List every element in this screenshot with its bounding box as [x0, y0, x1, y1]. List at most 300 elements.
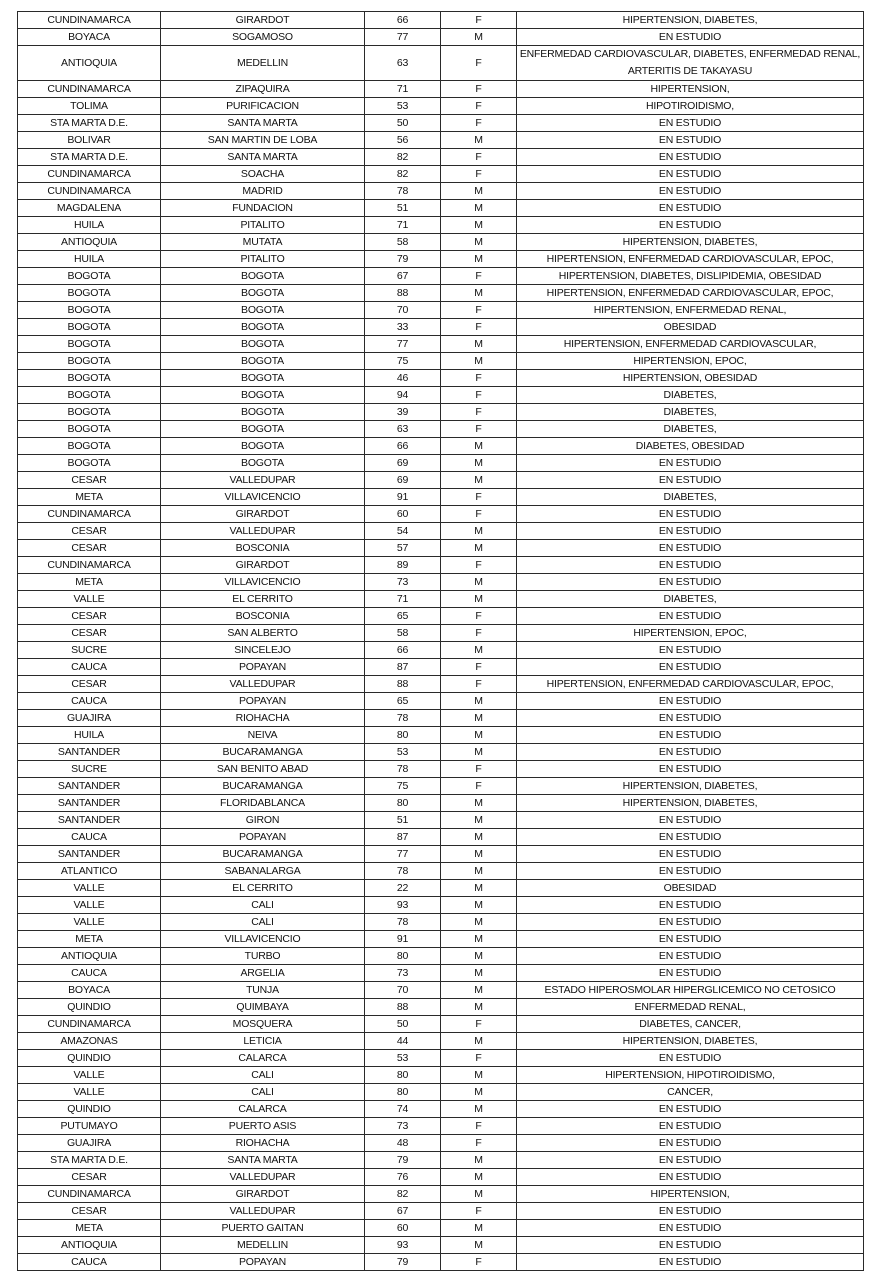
department-cell: MAGDALENA — [18, 200, 161, 217]
comorbidities-cell: EN ESTUDIO — [517, 863, 864, 880]
comorbidities-cell: HIPERTENSION, EPOC, — [517, 353, 864, 370]
table-row — [18, 608, 864, 625]
table-row — [18, 183, 864, 200]
age-cell: 82 — [365, 1186, 441, 1203]
department-cell: CESAR — [18, 608, 161, 625]
sex-cell: M — [441, 948, 517, 965]
municipality-cell: POPAYAN — [161, 693, 365, 710]
table-row — [18, 132, 864, 149]
department-cell: VALLE — [18, 1084, 161, 1101]
cases-table-body — [18, 12, 864, 1271]
municipality-cell: SANTA MARTA — [161, 149, 365, 166]
municipality-cell: VALLEDUPAR — [161, 1169, 365, 1186]
table-row — [18, 1186, 864, 1203]
comorbidities-cell: ESTADO HIPEROSMOLAR HIPERGLICEMICO NO CETOSICO — [517, 982, 864, 999]
comorbidities-cell: EN ESTUDIO — [517, 149, 864, 166]
comorbidities-cell: EN ESTUDIO — [517, 846, 864, 863]
table-row — [18, 285, 864, 302]
age-cell: 66 — [365, 642, 441, 659]
municipality-cell: VILLAVICENCIO — [161, 489, 365, 506]
table-row — [18, 540, 864, 557]
comorbidities-cell: EN ESTUDIO — [517, 744, 864, 761]
comorbidities-cell: EN ESTUDIO — [517, 914, 864, 931]
municipality-cell: MADRID — [161, 183, 365, 200]
sex-cell: F — [441, 12, 517, 29]
sex-cell: F — [441, 489, 517, 506]
age-cell: 66 — [365, 12, 441, 29]
sex-cell: M — [441, 1033, 517, 1050]
department-cell: BOYACA — [18, 29, 161, 46]
comorbidities-cell: EN ESTUDIO — [517, 166, 864, 183]
age-cell: 71 — [365, 217, 441, 234]
sex-cell: F — [441, 1203, 517, 1220]
age-cell: 87 — [365, 829, 441, 846]
table-row — [18, 353, 864, 370]
table-row — [18, 1050, 864, 1067]
comorbidities-cell: EN ESTUDIO — [517, 727, 864, 744]
comorbidities-cell: CANCER, — [517, 1084, 864, 1101]
comorbidities-cell: EN ESTUDIO — [517, 200, 864, 217]
municipality-cell: FLORIDABLANCA — [161, 795, 365, 812]
age-cell: 93 — [365, 1237, 441, 1254]
comorbidities-cell: EN ESTUDIO — [517, 931, 864, 948]
comorbidities-cell: DIABETES, CANCER, — [517, 1016, 864, 1033]
age-cell: 58 — [365, 625, 441, 642]
municipality-cell: POPAYAN — [161, 1254, 365, 1271]
sex-cell: M — [441, 336, 517, 353]
table-row — [18, 1118, 864, 1135]
municipality-cell: VILLAVICENCIO — [161, 931, 365, 948]
municipality-cell: FUNDACION — [161, 200, 365, 217]
municipality-cell: GIRARDOT — [161, 506, 365, 523]
sex-cell: F — [441, 404, 517, 421]
municipality-cell: BOGOTA — [161, 404, 365, 421]
cases-table — [17, 11, 864, 1271]
comorbidities-cell: EN ESTUDIO — [517, 812, 864, 829]
municipality-cell: VALLEDUPAR — [161, 472, 365, 489]
department-cell: SANTANDER — [18, 846, 161, 863]
table-row — [18, 914, 864, 931]
comorbidities-cell: EN ESTUDIO — [517, 1118, 864, 1135]
municipality-cell: MOSQUERA — [161, 1016, 365, 1033]
age-cell: 73 — [365, 574, 441, 591]
sex-cell: F — [441, 557, 517, 574]
municipality-cell: RIOHACHA — [161, 1135, 365, 1152]
department-cell: CESAR — [18, 540, 161, 557]
municipality-cell: BOGOTA — [161, 387, 365, 404]
department-cell: CUNDINAMARCA — [18, 1016, 161, 1033]
department-cell: CESAR — [18, 472, 161, 489]
municipality-cell: CALI — [161, 1067, 365, 1084]
age-cell: 87 — [365, 659, 441, 676]
sex-cell: F — [441, 506, 517, 523]
table-row — [18, 557, 864, 574]
comorbidities-cell: HIPERTENSION, — [517, 81, 864, 98]
municipality-cell: GIRARDOT — [161, 12, 365, 29]
municipality-cell: SAN ALBERTO — [161, 625, 365, 642]
table-row — [18, 12, 864, 29]
municipality-cell: BOGOTA — [161, 438, 365, 455]
department-cell: VALLE — [18, 897, 161, 914]
department-cell: SUCRE — [18, 761, 161, 778]
sex-cell: M — [441, 523, 517, 540]
table-row — [18, 676, 864, 693]
age-cell: 51 — [365, 812, 441, 829]
sex-cell: F — [441, 659, 517, 676]
age-cell: 76 — [365, 1169, 441, 1186]
municipality-cell: ARGELIA — [161, 965, 365, 982]
sex-cell: M — [441, 29, 517, 46]
municipality-cell: GIRARDOT — [161, 1186, 365, 1203]
comorbidities-cell: DIABETES, — [517, 404, 864, 421]
age-cell: 51 — [365, 200, 441, 217]
comorbidities-cell: HIPERTENSION, DIABETES, DISLIPIDEMIA, OBESIDAD — [517, 268, 864, 285]
municipality-cell: PUERTO GAITAN — [161, 1220, 365, 1237]
age-cell: 75 — [365, 778, 441, 795]
municipality-cell: BUCARAMANGA — [161, 778, 365, 795]
municipality-cell: CALI — [161, 897, 365, 914]
table-row — [18, 29, 864, 46]
age-cell: 46 — [365, 370, 441, 387]
municipality-cell: VILLAVICENCIO — [161, 574, 365, 591]
age-cell: 80 — [365, 948, 441, 965]
age-cell: 91 — [365, 931, 441, 948]
age-cell: 78 — [365, 183, 441, 200]
department-cell: AMAZONAS — [18, 1033, 161, 1050]
table-row — [18, 387, 864, 404]
comorbidities-cell: EN ESTUDIO — [517, 1152, 864, 1169]
comorbidities-cell: HIPERTENSION, ENFERMEDAD RENAL, — [517, 302, 864, 319]
table-row — [18, 965, 864, 982]
table-row — [18, 251, 864, 268]
municipality-cell: NEIVA — [161, 727, 365, 744]
table-row — [18, 472, 864, 489]
table-row — [18, 795, 864, 812]
comorbidities-cell: EN ESTUDIO — [517, 710, 864, 727]
age-cell: 70 — [365, 982, 441, 999]
age-cell: 56 — [365, 132, 441, 149]
sex-cell: M — [441, 1186, 517, 1203]
table-row — [18, 846, 864, 863]
sex-cell: M — [441, 727, 517, 744]
municipality-cell: BOGOTA — [161, 302, 365, 319]
comorbidities-cell: DIABETES, — [517, 591, 864, 608]
table-row — [18, 302, 864, 319]
sex-cell: M — [441, 829, 517, 846]
table-row — [18, 863, 864, 880]
age-cell: 80 — [365, 1084, 441, 1101]
department-cell: BOGOTA — [18, 319, 161, 336]
sex-cell: M — [441, 200, 517, 217]
municipality-cell: MEDELLIN — [161, 1237, 365, 1254]
sex-cell: M — [441, 183, 517, 200]
age-cell: 77 — [365, 29, 441, 46]
sex-cell: M — [441, 285, 517, 302]
table-row — [18, 336, 864, 353]
sex-cell: F — [441, 166, 517, 183]
age-cell: 77 — [365, 846, 441, 863]
table-row — [18, 98, 864, 115]
age-cell: 50 — [365, 115, 441, 132]
sex-cell: F — [441, 387, 517, 404]
department-cell: BOGOTA — [18, 404, 161, 421]
municipality-cell: BOSCONIA — [161, 608, 365, 625]
municipality-cell: BOGOTA — [161, 336, 365, 353]
department-cell: CUNDINAMARCA — [18, 1186, 161, 1203]
table-row — [18, 625, 864, 642]
comorbidities-cell: DIABETES, — [517, 387, 864, 404]
age-cell: 78 — [365, 761, 441, 778]
department-cell: SANTANDER — [18, 812, 161, 829]
municipality-cell: VALLEDUPAR — [161, 1203, 365, 1220]
comorbidities-cell: EN ESTUDIO — [517, 1169, 864, 1186]
municipality-cell: GIRON — [161, 812, 365, 829]
age-cell: 91 — [365, 489, 441, 506]
age-cell: 57 — [365, 540, 441, 557]
comorbidities-cell: HIPERTENSION, DIABETES, — [517, 1033, 864, 1050]
age-cell: 78 — [365, 914, 441, 931]
sex-cell: M — [441, 472, 517, 489]
age-cell: 22 — [365, 880, 441, 897]
municipality-cell: BOGOTA — [161, 285, 365, 302]
department-cell: CESAR — [18, 523, 161, 540]
comorbidities-cell: HIPERTENSION, DIABETES, — [517, 234, 864, 251]
municipality-cell: TUNJA — [161, 982, 365, 999]
department-cell: CESAR — [18, 1203, 161, 1220]
age-cell: 53 — [365, 1050, 441, 1067]
sex-cell: F — [441, 149, 517, 166]
department-cell: META — [18, 1220, 161, 1237]
department-cell: STA MARTA D.E. — [18, 149, 161, 166]
age-cell: 78 — [365, 710, 441, 727]
sex-cell: F — [441, 608, 517, 625]
age-cell: 58 — [365, 234, 441, 251]
table-row — [18, 115, 864, 132]
department-cell: BOGOTA — [18, 455, 161, 472]
table-row — [18, 727, 864, 744]
department-cell: BOGOTA — [18, 353, 161, 370]
comorbidities-cell: HIPOTIROIDISMO, — [517, 98, 864, 115]
table-row — [18, 574, 864, 591]
table-row — [18, 46, 864, 81]
department-cell: BOGOTA — [18, 387, 161, 404]
table-row — [18, 931, 864, 948]
age-cell: 71 — [365, 591, 441, 608]
department-cell: VALLE — [18, 591, 161, 608]
sex-cell: F — [441, 676, 517, 693]
department-cell: SUCRE — [18, 642, 161, 659]
municipality-cell: POPAYAN — [161, 659, 365, 676]
sex-cell: M — [441, 846, 517, 863]
sex-cell: M — [441, 863, 517, 880]
municipality-cell: SABANALARGA — [161, 863, 365, 880]
comorbidities-cell: HIPERTENSION, DIABETES, — [517, 12, 864, 29]
age-cell: 50 — [365, 1016, 441, 1033]
comorbidities-cell: DIABETES, — [517, 489, 864, 506]
age-cell: 74 — [365, 1101, 441, 1118]
department-cell: BOYACA — [18, 982, 161, 999]
table-row — [18, 1135, 864, 1152]
municipality-cell: PITALITO — [161, 217, 365, 234]
sex-cell: F — [441, 1118, 517, 1135]
municipality-cell: TURBO — [161, 948, 365, 965]
table-row — [18, 1152, 864, 1169]
department-cell: VALLE — [18, 1067, 161, 1084]
table-row — [18, 1254, 864, 1271]
department-cell: VALLE — [18, 880, 161, 897]
comorbidities-cell: EN ESTUDIO — [517, 574, 864, 591]
comorbidities-cell: EN ESTUDIO — [517, 1254, 864, 1271]
municipality-cell: SOACHA — [161, 166, 365, 183]
age-cell: 65 — [365, 693, 441, 710]
department-cell: CAUCA — [18, 829, 161, 846]
department-cell: META — [18, 931, 161, 948]
table-row — [18, 591, 864, 608]
municipality-cell: MEDELLIN — [161, 46, 365, 81]
department-cell: BOGOTA — [18, 285, 161, 302]
department-cell: CUNDINAMARCA — [18, 183, 161, 200]
comorbidities-cell: HIPERTENSION, HIPOTIROIDISMO, — [517, 1067, 864, 1084]
sex-cell: M — [441, 693, 517, 710]
municipality-cell: BOGOTA — [161, 268, 365, 285]
table-row — [18, 1033, 864, 1050]
table-row — [18, 200, 864, 217]
table-row — [18, 880, 864, 897]
department-cell: BOGOTA — [18, 268, 161, 285]
comorbidities-cell: EN ESTUDIO — [517, 115, 864, 132]
municipality-cell: CALARCA — [161, 1050, 365, 1067]
sex-cell: M — [441, 251, 517, 268]
department-cell: CAUCA — [18, 1254, 161, 1271]
sex-cell: M — [441, 1152, 517, 1169]
comorbidities-cell: EN ESTUDIO — [517, 642, 864, 659]
sex-cell: F — [441, 1254, 517, 1271]
municipality-cell: PURIFICACION — [161, 98, 365, 115]
table-row — [18, 948, 864, 965]
comorbidities-cell: EN ESTUDIO — [517, 132, 864, 149]
sex-cell: M — [441, 795, 517, 812]
comorbidities-cell: EN ESTUDIO — [517, 1135, 864, 1152]
municipality-cell: SANTA MARTA — [161, 115, 365, 132]
department-cell: ANTIOQUIA — [18, 46, 161, 81]
table-row — [18, 897, 864, 914]
department-cell: GUAJIRA — [18, 710, 161, 727]
sex-cell: F — [441, 268, 517, 285]
municipality-cell: POPAYAN — [161, 829, 365, 846]
municipality-cell: GIRARDOT — [161, 557, 365, 574]
age-cell: 94 — [365, 387, 441, 404]
sex-cell: M — [441, 999, 517, 1016]
table-row — [18, 489, 864, 506]
comorbidities-cell: EN ESTUDIO — [517, 523, 864, 540]
department-cell: TOLIMA — [18, 98, 161, 115]
table-row — [18, 982, 864, 999]
comorbidities-cell: EN ESTUDIO — [517, 897, 864, 914]
municipality-cell: SANTA MARTA — [161, 1152, 365, 1169]
department-cell: QUINDIO — [18, 1050, 161, 1067]
sex-cell: M — [441, 1220, 517, 1237]
municipality-cell: PUERTO ASIS — [161, 1118, 365, 1135]
department-cell: STA MARTA D.E. — [18, 115, 161, 132]
sex-cell: F — [441, 319, 517, 336]
sex-cell: F — [441, 370, 517, 387]
sex-cell: M — [441, 132, 517, 149]
comorbidities-cell: HIPERTENSION, EPOC, — [517, 625, 864, 642]
sex-cell: M — [441, 931, 517, 948]
sex-cell: F — [441, 625, 517, 642]
comorbidities-cell: EN ESTUDIO — [517, 965, 864, 982]
comorbidities-cell: EN ESTUDIO — [517, 183, 864, 200]
department-cell: SANTANDER — [18, 744, 161, 761]
sex-cell: F — [441, 778, 517, 795]
sex-cell: F — [441, 81, 517, 98]
age-cell: 70 — [365, 302, 441, 319]
table-row — [18, 506, 864, 523]
comorbidities-cell: ENFERMEDAD CARDIOVASCULAR, DIABETES, ENFERMEDAD RENAL, ARTERITIS DE TAKAYASU — [517, 46, 864, 81]
age-cell: 79 — [365, 251, 441, 268]
table-row — [18, 438, 864, 455]
age-cell: 39 — [365, 404, 441, 421]
department-cell: BOGOTA — [18, 336, 161, 353]
age-cell: 33 — [365, 319, 441, 336]
table-row — [18, 1203, 864, 1220]
sex-cell: F — [441, 98, 517, 115]
age-cell: 77 — [365, 336, 441, 353]
table-row — [18, 1067, 864, 1084]
sex-cell: M — [441, 982, 517, 999]
table-row — [18, 744, 864, 761]
comorbidities-cell: EN ESTUDIO — [517, 217, 864, 234]
age-cell: 80 — [365, 727, 441, 744]
age-cell: 53 — [365, 744, 441, 761]
municipality-cell: BOGOTA — [161, 370, 365, 387]
age-cell: 88 — [365, 676, 441, 693]
comorbidities-cell: EN ESTUDIO — [517, 1101, 864, 1118]
age-cell: 67 — [365, 268, 441, 285]
comorbidities-cell: ENFERMEDAD RENAL, — [517, 999, 864, 1016]
comorbidities-cell: EN ESTUDIO — [517, 829, 864, 846]
department-cell: HUILA — [18, 727, 161, 744]
table-row — [18, 778, 864, 795]
comorbidities-cell: EN ESTUDIO — [517, 659, 864, 676]
department-cell: ATLANTICO — [18, 863, 161, 880]
age-cell: 73 — [365, 1118, 441, 1135]
sex-cell: F — [441, 1050, 517, 1067]
comorbidities-cell: OBESIDAD — [517, 880, 864, 897]
age-cell: 80 — [365, 1067, 441, 1084]
sex-cell: M — [441, 812, 517, 829]
municipality-cell: BUCARAMANGA — [161, 744, 365, 761]
age-cell: 79 — [365, 1254, 441, 1271]
comorbidities-cell: EN ESTUDIO — [517, 29, 864, 46]
age-cell: 88 — [365, 285, 441, 302]
table-row — [18, 523, 864, 540]
age-cell: 89 — [365, 557, 441, 574]
sex-cell: F — [441, 1135, 517, 1152]
department-cell: GUAJIRA — [18, 1135, 161, 1152]
municipality-cell: EL CERRITO — [161, 591, 365, 608]
age-cell: 69 — [365, 472, 441, 489]
sex-cell: M — [441, 1084, 517, 1101]
department-cell: QUINDIO — [18, 999, 161, 1016]
department-cell: CESAR — [18, 625, 161, 642]
municipality-cell: CALI — [161, 914, 365, 931]
age-cell: 75 — [365, 353, 441, 370]
municipality-cell: CALI — [161, 1084, 365, 1101]
table-row — [18, 693, 864, 710]
sex-cell: M — [441, 1169, 517, 1186]
table-row — [18, 319, 864, 336]
